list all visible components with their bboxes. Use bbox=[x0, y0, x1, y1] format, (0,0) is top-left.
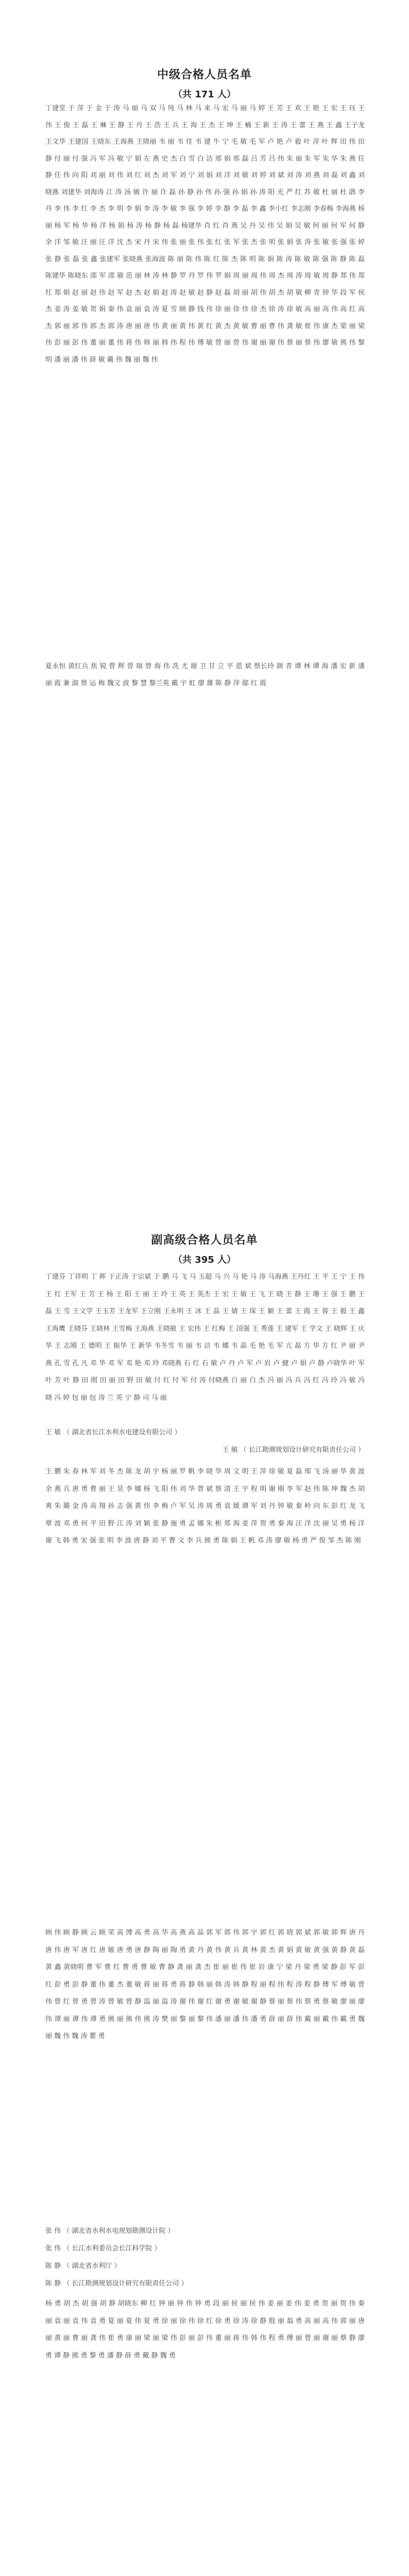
associate-senior-note-2: 王 敏 （ 长江勘测规划设计研究有限责任公司 ） bbox=[222, 1446, 365, 1454]
intermediate-title: 中级合格人员名单 bbox=[157, 69, 252, 81]
associate-senior-count: （共 395 人） bbox=[173, 1255, 236, 1265]
associate-senior-name-list-2: 王 鹏 朱 春 林 军 刘 冬 杰 陈 龙 胡 宇 杨 丽 罗 帆 李 晓 华 周 文 明 王 萍 徐 敏 夏 磊 邢 飞 汤 丽 华 黄 波 余 燕 兵 唐 勇 曹 丽 王 昊 李 娜 杨 飞 阳 伟 刘 华 曾 斌 蔡 清 王 宇 程 明 谢 刚 李 军 赵 伟 陈 坤 魏 杰 胡 爽 朱 璐 金 涛 高 翔 孙 志 强 黄 伟 李 梅 卢 军 吴 涛 周 勇 袁 媛 谭 军 刘 丹 钟 敏 秦 岭 向 东 彭 红 龙 飞 覃 波 邓 勇 何 平 田 野 江 涛 刘 颖 张 静 施 勇 孟 娜 朱 彬 郑 海 姜 萍 贺 勇 秦 海 汪 洋 沈 丽 吴 勇 杨 洋 谢 飞 韩 勇 宋 强 张 明 李 波 唐 静 刘 平 曹 文 李 兵 熊 勇 陈 娟 王 帆 邓 涛 廖 敏 杨 勇 严 俊 邹 杰 陈 刚 bbox=[45, 1468, 365, 1545]
associate-senior-name-list: 丁建芬 丁祥明 丁 晖 于正涛 于宗斌 于 鹏 马 飞 马 玉超 马 兴 马 艳 马 涛 马海燕 王丹红 王 平 王 宁 王 伟 王 红 王军 王 芳 王 杨 王 阳 王 丽 王 玲 王 英 王 英杰 王 宏 王 敏 王 飞 王 晓 王 静 王 珊 王 强 王 鹏 王 磊 王 雪 王文学 王玉芳 王龙军 王立刚 王永明 王 冰 王 晶 王 婧 王 琛 王 颖 王 蕾 王 霞 王 蓉 王 毅 王 鑫 王海鹰 王晓芬 王晓林 王雪梅 王海燕 王晓敏 王 宏伟 王 红梅 王 国强 王 秀莲 王 建军 王 学文 王 晓辉 王 庆华 王 志刚 王 德明 王 振华 王 新华 韦冬雪 韦 丽 韦 洁 韦 娜 韦 晶 毛 艳 毛 军 亢 磊 方 华 方 红 尹 丽 尹 燕 孔 雪 孔 凡 邓 华 邓 军 邓 艳 邓 玲 邓晓燕 石 红 石 敏 卢 丹 卢 军 卢 岩 卢 健 卢 娟 卢 静 卢晓华 叶 军 叶 芳 叶 静 田 刚 田 丽 田 野 田 敏 付 红 付 军 付 涛 付晓燕 白 丽 白 杰 冯 丽 冯 兵 冯 红 冯 玲 冯 敏 冯 晓 冯 婷 包 丽 包 涛 兰 英 宁 静 司 马 丽 bbox=[45, 1273, 365, 1402]
associate-senior-heading bbox=[0, 1231, 409, 1266]
associate-senior-note-3: 张 伟 （ 湖北省水利水电规划勘测设计院 ） bbox=[45, 2227, 175, 2235]
associate-senior-note-4: 张 伟 （ 长江水利委员会长江科学院 ） bbox=[45, 2245, 161, 2252]
intermediate-heading bbox=[0, 66, 409, 100]
intermediate-name-list-continued: 夏永恒 黄红兵 焦 锐 曾 辉 曾 瑞 曾 海 伟 冼 尤 谢 卫 甘 立 平 恩 斌 蔡长玲 颜 青 谭 林 谭 海 潘 宏 新 潘 丽 霞 兼 淑 蔡 运 梅 魏文 波 黎 慧 黎兰英 戴 宇 虹 廖 雄 陈 静 萍 鄢 红 霞 bbox=[45, 663, 365, 687]
associate-senior-title: 副高级合格人员名单 bbox=[151, 1234, 258, 1247]
intermediate-name-list: 丁建堂 于 萍 于 金 于 涛 马 丽 马 双 马 纯 马 林 马 来 马 宏 马 丽 马 婷 王 芳 王 欢 王 艳 王 宏 王 珏 王 伟 王 俊 王 磊 王 琳 王 静 王 丹 王 浩 王 兵 王 海 王 杰 王 坤 王 楠 王 新 王 涛 王 蕾 王 燕 王 鑫 王子龙 王文华 王建国 王晓东 王海燕 王晓丽 韦 丽 韦 佳 韦 建 牛 宁 毛 敏 毛 军 卢 艳 卢 毅 叶 萍 叶 辉 田 伟 田 静 付 丽 付 强 冯 军 冯 敏 宁 娟 左 燕 史 杰 白 雪 白 洁 邢 娟 邢 磊 吕 芳 吕 伟 朱 丽 朱 军 朱 华 朱 燕 任 静 任 伟 向 阳 刘 丽 刘 伟 刘 红 刘 杰 刘 军 刘 宁 刘 娟 刘 洋 刘 敏 刘 婷 刘 斌 刘 涛 刘 燕 刘 磊 刘 鑫 刘晓燕 刘建华 刘海涛 江 涛 汤 敏 许 丽 许 磊 孙 静 孙 伟 孙 强 孙 娟 孙 涛 阳 光 严 红 苏 敏 杜 丽 杜 鹃 李 丹 李 伟 李 红 李 杰 李 明 李 娟 李 涛 李 敏 李 强 李 婷 李 静 李 磊 李 鑫 李小红 李志刚 李春梅 李海燕 杨 丽 杨 军 杨 华 杨 洋 杨 娟 杨 涛 杨 静 杨 磊 杨建华 肖 红 肖 燕 吴 丹 吴 伟 吴 娟 吴 敏 何 丽 何 军 何 静 余 洋 邹 敏 汪 丽 汪 洋 沈 杰 宋 丹 宋 伟 张 丽 张 伟 张 红 张 军 张 杰 张 明 张 娟 张 涛 张 敏 张 强 张 婷 张 静 张 磊 张 鑫 张建军 张晓燕 张海波 陈 丽 陈 伟 陈 红 陈 杰 陈 明 陈 娟 陈 涛 陈 敏 陈 强 陈 静 陈 磊 陈建华 陈晓东 邵 军 邵 敏 范 丽 林 涛 林 静 罗 丹 罗 伟 罗 娟 周 丽 周 伟 周 杰 周 涛 周 敏 周 静 郑 伟 郑 红 郑 娟 赵 丽 赵 伟 赵 军 赵 杰 赵 娟 赵 涛 赵 敏 赵 静 赵 磊 胡 丽 胡 伟 胡 杰 胡 敏 柳 青 钟 华 段 军 侯 杰 姜 涛 姜 敏 贺 娟 秦 伟 袁 丽 袁 涛 夏 雪 顾 静 钱 伟 徐 丽 徐 伟 徐 杰 徐 涛 徐 敏 高 丽 高 伟 高 红 高 杰 郭 丽 郭 伟 郭 杰 郭 涛 唐 丽 唐 伟 黄 丽 黄 伟 黄 红 黄 杰 黄 敏 曹 丽 曹 伟 龚 敏 崔 伟 康 杰 梁 丽 梁 伟 彭 丽 彭 伟 董 丽 董 伟 蒋 伟 韩 丽 韩 伟 程 伟 傅 敏 曾 丽 曾 伟 谢 丽 谢 伟 蔡 丽 蔡 伟 廖 敏 熊 伟 黎 明 潘 丽 潘 伟 薛 敏 戴 伟 魏 丽 魏 伟 bbox=[45, 105, 365, 364]
associate-senior-note-5: 陈 静 （ 湖北省水利厅 ） bbox=[45, 2262, 121, 2270]
associate-senior-name-list-3: 顾 伟 顾 静 顾 云 顾 荣 高 博 高 勇 高 华 高 燕 高 晶 郭 军 郭 伟 郭 宇 郭 红 郭 晓 郭 斌 郭 敏 郭 辉 唐 丹 唐 伟 唐 军 唐 红 唐 敏 唐 勇 唐 静 陶 丽 陶 勇 黄 丹 黄 伟 黄 兵 黄 林 黄 杰 黄 娟 黄 敏 黄 强 黄 静 黄 磊 黄 鑫 黄晓明 曹 军 曹 红 曹 勇 曹 敏 曹 静 龚 丽 龚 杰 崔 丽 崔 伟 崔 岩 康 宁 梁 丹 梁 勇 梁 静 彭 军 彭 红 彭 勇 彭 静 董 伟 董 杰 董 敏 蒋 丽 蒋 勇 蒋 静 韩 丽 韩 涛 韩 静 程 丽 程 伟 程 涛 程 静 傅 军 傅 敏 曾 伟 曾 红 曾 勇 曾 涛 曾 敏 曾 静 温 丽 温 涛 谢 伟 谢 红 谢 勇 谢 敏 谢 静 蔡 丽 蔡 伟 蔡 勇 蔡 敏 廖 丽 廖 伟 谭 丽 谭 伟 谭 勇 熊 丽 熊 伟 熊 涛 樊 丽 黎 丽 黎 伟 潘 丽 潘 伟 潘 勇 薛 丽 薛 伟 戴 丽 戴 伟 戴 勇 魏 丽 魏 伟 魏 涛 瞿 勇 bbox=[45, 1929, 365, 2040]
associate-senior-name-list-4: 杨 勇 胡 杰 胡 强 胡 静 胡晓东 柳 红 钟 丽 钟 伟 钟 勇 段 丽 侯 丽 侯 伟 姜 丽 姜 伟 姜 勇 贺 丽 贺 伟 秦 丽 袁 丽 袁 伟 袁 勇 夏 丽 夏 伟 夏 勇 徐 丽 徐 伟 徐 红 徐 勇 徐 涛 徐 静 殷 丽 翁 勇 高 丽 高 伟 郭 丽 唐 丽 黄 丽 曹 丽 龚 伟 崔 勇 康 丽 梁 丽 梁 伟 彭 丽 彭 伟 董 丽 蒋 伟 韩 伟 程 勇 傅 丽 曾 丽 谢 丽 蔡 静 廖 勇 谭 静 熊 勇 黎 勇 潘 静 薛 勇 戴 静 魏 勇 bbox=[45, 2300, 365, 2360]
associate-senior-note-6: 陈 静 （ 长江勘测规划设计研究有限责任公司 ） bbox=[45, 2280, 188, 2287]
intermediate-count: （共 171 人） bbox=[173, 89, 236, 100]
associate-senior-note-1: 王 敏 （ 湖北省长江水利水电建设有限公司 ） bbox=[45, 1429, 181, 1436]
